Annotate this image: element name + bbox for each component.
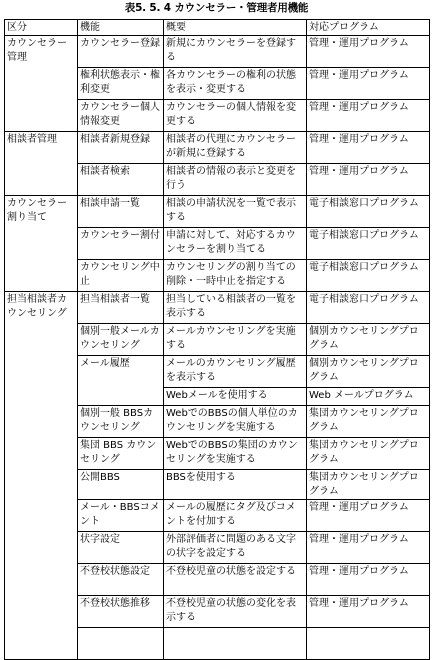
table-row: [5, 132, 430, 164]
summary-cell: 申請に対して、対応するカウンセラーを割り当てる: [164, 228, 307, 260]
summary-cell: 不登校児童の状態を設定する: [164, 564, 307, 596]
program-cell: 電子相談窓口プログラム: [307, 260, 430, 292]
summary-cell: 相談の申請状況を一覧で表示する: [164, 196, 307, 228]
function-cell: メール履歴: [78, 356, 164, 406]
category-cell: 担当相談者カウンセリング: [5, 292, 78, 660]
function-cell: カウンセラー個人情報変更: [78, 100, 164, 132]
function-cell: 相談者新規登録: [78, 132, 164, 164]
table-row: [5, 292, 430, 324]
function-table: [4, 19, 430, 660]
program-cell: 電子相談窓口プログラム: [307, 196, 430, 228]
program-cell: [307, 628, 430, 660]
program-cell: 個別カウンセリングプログラム: [307, 324, 430, 356]
category-cell: カウンセラー管理: [5, 36, 78, 132]
function-cell: 状字設定: [78, 532, 164, 564]
function-cell: メール・BBSコメント: [78, 500, 164, 532]
summary-cell: 各カウンセラーの権利の状態を表示・変更する: [164, 68, 307, 100]
function-cell: [78, 628, 164, 660]
function-cell: 相談申請一覧: [78, 196, 164, 228]
function-cell: 公開BBS: [78, 470, 164, 500]
program-cell: 管理・運用プログラム: [307, 36, 430, 68]
summary-cell: 不登校児童の状態の変化を表示する: [164, 596, 307, 628]
category-cell: カウンセラー割り当て: [5, 196, 78, 292]
function-cell: 相談者検索: [78, 164, 164, 196]
summary-cell: 外部評価者に問題のある文字の状字を設定する: [164, 532, 307, 564]
function-cell: 個別一般メールカウンセリング: [78, 324, 164, 356]
summary-cell: WebでのBBSの集団のカウンセリングを実施する: [164, 438, 307, 470]
function-cell: カウンセラー登録: [78, 36, 164, 68]
table-row: [5, 36, 430, 68]
summary-cell: カウンセラーの個人情報を変更する: [164, 100, 307, 132]
function-cell: カウンセリング中止: [78, 260, 164, 292]
header-row: [5, 20, 430, 36]
summary-cell: BBSを使用する: [164, 470, 307, 500]
summary-cell: 新規にカウンセラーを登録する: [164, 36, 307, 68]
program-cell: 電子相談窓口プログラム: [307, 228, 430, 260]
function-cell: 集団 BBS カウンセリング: [78, 438, 164, 470]
program-cell: 管理・運用プログラム: [307, 532, 430, 564]
summary-cell: カウンセリングの割り当ての削除・一時中止を指定する: [164, 260, 307, 292]
header-summary: 概要: [164, 20, 307, 36]
program-cell: 管理・運用プログラム: [307, 68, 430, 100]
header-category: 区分: [5, 20, 78, 36]
header-function: 機能: [78, 20, 164, 36]
summary-cell: Webメールを使用する: [164, 388, 307, 406]
program-cell: 管理・運用プログラム: [307, 132, 430, 164]
summary-cell: [164, 628, 307, 660]
header-program: 対応プログラム: [307, 20, 430, 36]
program-cell: 管理・運用プログラム: [307, 164, 430, 196]
summary-cell: メールのカウンセリング履歴を表示する: [164, 356, 307, 388]
program-cell: 電子相談窓口プログラム: [307, 292, 430, 324]
summary-cell: 相談者の代理にカウンセラーが新規に登録する: [164, 132, 307, 164]
summary-cell: メールカウンセリングを実施する: [164, 324, 307, 356]
summary-cell: 相談者の情報の表示と変更を行う: [164, 164, 307, 196]
summary-cell: 担当している相談者の一覧を表示する: [164, 292, 307, 324]
function-cell: カウンセラー割付: [78, 228, 164, 260]
program-cell: 集団カウンセリングプログラム: [307, 438, 430, 470]
program-cell: 個別カウンセリングプログラム: [307, 356, 430, 388]
program-cell: Web メールプログラム: [307, 388, 430, 406]
function-cell: 不登校状態推移: [78, 596, 164, 628]
program-cell: 管理・運用プログラム: [307, 100, 430, 132]
program-cell: 管理・運用プログラム: [307, 500, 430, 532]
function-cell: 個別一般 BBSカウンセリング: [78, 406, 164, 438]
function-cell: 担当相談者一覧: [78, 292, 164, 324]
table-caption: 表5. 5. 4 カウンセラー・管理者用機能: [124, 2, 309, 14]
program-cell: 集団カウンセリングプログラム: [307, 470, 430, 500]
summary-cell: メールの履歴にタグ及びコメントを付加する: [164, 500, 307, 532]
function-cell: 不登校状態設定: [78, 564, 164, 596]
function-cell: 権利状態表示・権利変更: [78, 68, 164, 100]
program-cell: 集団カウンセリングプログラム: [307, 406, 430, 438]
category-cell: 相談者管理: [5, 132, 78, 196]
program-cell: 管理・運用プログラム: [307, 596, 430, 628]
summary-cell: WebでのBBSの個人単位のカウンセリングを実施する: [164, 406, 307, 438]
table-row: [5, 196, 430, 228]
program-cell: 管理・運用プログラム: [307, 564, 430, 596]
